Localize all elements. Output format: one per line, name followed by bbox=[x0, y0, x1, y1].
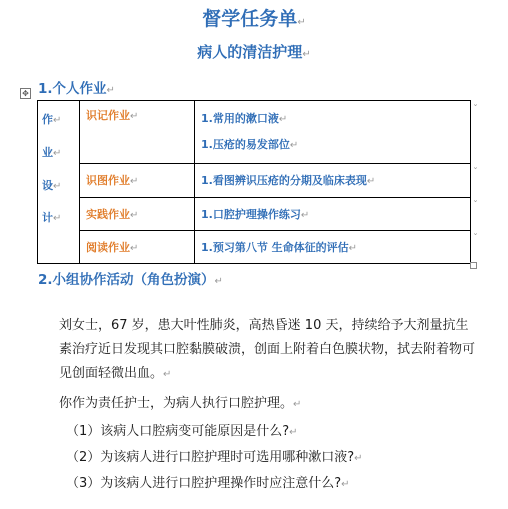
row-end-mark: ˇ bbox=[473, 104, 478, 115]
row-end-mark: ˇ bbox=[473, 233, 478, 244]
category-diagram: 识图作业↵ bbox=[80, 164, 195, 197]
document-subtitle: 病人的清洁护理↵ bbox=[197, 43, 311, 61]
item-diagram-1: 1.看图辨识压疮的分期及临床表现↵ bbox=[195, 164, 471, 197]
homework-table bbox=[37, 100, 471, 264]
side-char-3: 设↵ bbox=[42, 179, 62, 192]
category-reading: 阅读作业↵ bbox=[80, 230, 195, 263]
side-char-1: 作↵ bbox=[42, 113, 62, 126]
case-description: 刘女士，67 岁，患大叶性肺炎，高热昏迷 10 天，持续给予大剂量抗生素治疗近日发现其口腔黏膜破溃，创面上附着白色膜状物，拭去附着物可见创面轻微出血。↵ bbox=[59, 318, 476, 381]
section-heading-group: 2.小组协作活动（角色扮演）↵ bbox=[38, 272, 223, 288]
question-1: （1）该病人口腔病变可能原因是什么?↵ bbox=[66, 424, 298, 439]
item-recall-1: 1.常用的漱口液↵ bbox=[201, 112, 288, 126]
row-end-mark: ˇ bbox=[473, 167, 478, 178]
question-3: （3）为该病人进行口腔护理操作时应注意什么?↵ bbox=[66, 476, 350, 491]
item-reading-1: 1.预习第八节 生命体征的评估↵ bbox=[195, 230, 471, 263]
item-practice-1: 1.口腔护理操作练习↵ bbox=[195, 197, 471, 230]
table-resize-handle[interactable] bbox=[470, 262, 477, 269]
side-char-2: 业↵ bbox=[42, 146, 62, 159]
row-end-mark: ˇ bbox=[473, 200, 478, 211]
category-recall: 识记作业↵ bbox=[80, 101, 195, 164]
section-heading-individual: 1.个人作业↵ bbox=[38, 81, 115, 97]
item-recall-2: 1.压疮的易发部位↵ bbox=[201, 138, 299, 152]
items-recall bbox=[195, 101, 471, 164]
task-instruction: 你作为责任护士，为病人执行口腔护理。↵ bbox=[59, 396, 302, 411]
move-handle-icon[interactable]: ✥ bbox=[20, 88, 31, 99]
side-char-4: 计↵ bbox=[42, 211, 62, 224]
question-2: （2）为该病人进行口腔护理时可选用哪种漱口液?↵ bbox=[66, 450, 363, 465]
document-title: 督学任务单↵ bbox=[202, 8, 306, 30]
homework-design-cell bbox=[38, 101, 80, 264]
category-practice: 实践作业↵ bbox=[80, 197, 195, 230]
